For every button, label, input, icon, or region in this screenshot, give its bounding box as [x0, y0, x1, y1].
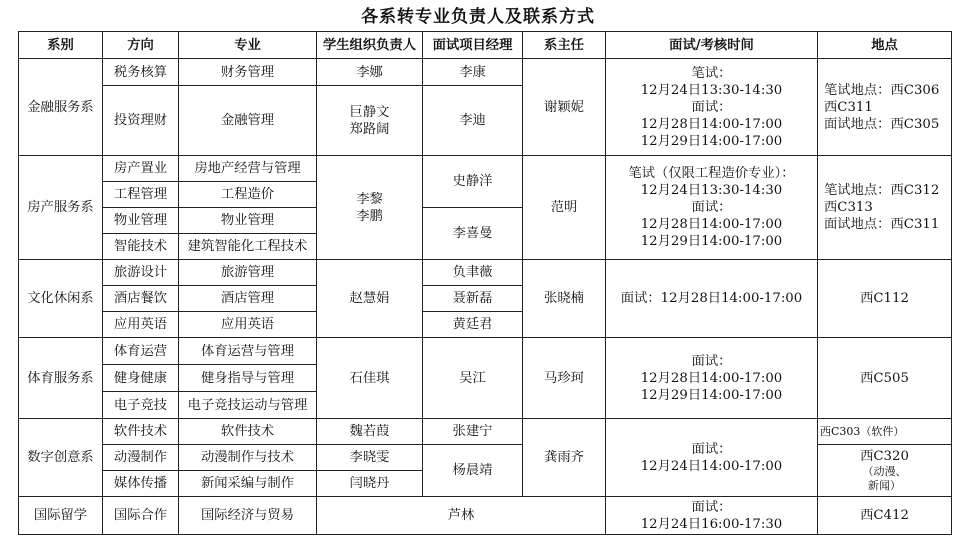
table-row — [19, 59, 952, 86]
header-student-lead: 学生组织负责人 — [317, 32, 423, 59]
direction-cell: 工程管理 — [103, 182, 179, 208]
student-lead-cell: 赵慧娟 — [317, 260, 423, 338]
direction-cell: 应用英语 — [103, 312, 179, 338]
major-cell: 动漫制作与技术 — [179, 445, 317, 471]
table-row — [19, 419, 952, 445]
location-cell: 西C412 — [818, 497, 952, 535]
dept-cell: 房产服务系 — [19, 156, 103, 260]
direction-cell: 国际合作 — [103, 497, 179, 535]
dept-cell: 体育服务系 — [19, 338, 103, 419]
time-cell: 笔试（仅限工程造价专业）： 12月24日13:30-14:30 面试： 12月28日14:00-17:00 12月29日14:00-17:00 — [606, 156, 818, 260]
student-lead-cell: 魏若葭 — [317, 419, 423, 445]
major-cell: 电子竞技运动与管理 — [179, 392, 317, 419]
table-row — [19, 156, 952, 182]
contact-table — [18, 31, 952, 535]
dept-head-cell: 张晓楠 — [523, 260, 606, 338]
header-dept: 系别 — [19, 32, 103, 59]
pm-cell: 李喜曼 — [423, 208, 523, 260]
pm-cell: 李迪 — [423, 86, 523, 156]
major-cell: 建筑智能化工程技术 — [179, 234, 317, 260]
major-cell: 房地产经营与管理 — [179, 156, 317, 182]
direction-cell: 体育运营 — [103, 338, 179, 365]
header-project-manager: 面试项目经理 — [423, 32, 523, 59]
dept-cell: 国际留学 — [19, 497, 103, 535]
student-lead-cell: 巨静文 郑路阔 — [317, 86, 423, 156]
pm-cell: 张建宁 — [423, 419, 523, 445]
major-cell: 健身指导与管理 — [179, 365, 317, 392]
direction-cell: 房产置业 — [103, 156, 179, 182]
direction-cell: 投资理财 — [103, 86, 179, 156]
major-cell: 旅游管理 — [179, 260, 317, 286]
major-cell: 应用英语 — [179, 312, 317, 338]
major-cell: 财务管理 — [179, 59, 317, 86]
major-cell: 软件技术 — [179, 419, 317, 445]
time-cell: 面试： 12月28日14:00-17:00 12月29日14:00-17:00 — [606, 338, 818, 419]
pm-cell: 史静洋 — [423, 156, 523, 208]
pm-cell: 李康 — [423, 59, 523, 86]
table-row — [19, 497, 952, 535]
pm-cell: 负聿薇 — [423, 260, 523, 286]
lead-cell: 芦林 — [317, 497, 606, 535]
location-cell: 笔试地点：西C312 西C313 面试地点：西C311 — [818, 156, 952, 260]
location-cell: 西C303（软件） — [818, 419, 952, 445]
major-cell: 国际经济与贸易 — [179, 497, 317, 535]
dept-head-cell: 谢颖妮 — [523, 59, 606, 156]
pm-cell: 黄廷君 — [423, 312, 523, 338]
location-note: （动漫、 新闻） — [862, 465, 907, 492]
location-cell — [818, 445, 952, 497]
time-cell: 面试： 12月24日16:00-17:30 — [606, 497, 818, 535]
table-row — [19, 260, 952, 286]
major-cell: 物业管理 — [179, 208, 317, 234]
dept-head-cell: 范明 — [523, 156, 606, 260]
header-location: 地点 — [818, 32, 952, 59]
dept-head-cell: 马珍珂 — [523, 338, 606, 419]
student-lead-cell: 李晓雯 — [317, 445, 423, 471]
student-lead-cell: 李黎 李鹏 — [317, 156, 423, 260]
direction-cell: 物业管理 — [103, 208, 179, 234]
student-lead-cell: 闫晓丹 — [317, 471, 423, 497]
dept-cell: 文化休闲系 — [19, 260, 103, 338]
pm-cell: 杨晨靖 — [423, 445, 523, 497]
time-cell: 笔试： 12月24日13:30-14:30 面试： 12月28日14:00-17:00 12月29日14:00-17:00 — [606, 59, 818, 156]
header-direction: 方向 — [103, 32, 179, 59]
direction-cell: 税务核算 — [103, 59, 179, 86]
header-time: 面试/考核时间 — [606, 32, 818, 59]
direction-cell: 智能技术 — [103, 234, 179, 260]
location-cell: 西C112 — [818, 260, 952, 338]
direction-cell: 旅游设计 — [103, 260, 179, 286]
location-main: 西C320 — [860, 449, 909, 464]
dept-head-cell: 龚雨齐 — [523, 419, 606, 497]
location-cell: 西C505 — [818, 338, 952, 419]
major-cell: 新闻采编与制作 — [179, 471, 317, 497]
location-cell: 笔试地点：西C306 西C311 面试地点：西C305 — [818, 59, 952, 156]
pm-cell: 聂新磊 — [423, 286, 523, 312]
direction-cell: 软件技术 — [103, 419, 179, 445]
time-cell: 面试：12月28日14:00-17:00 — [606, 260, 818, 338]
time-cell: 面试： 12月24日14:00-17:00 — [606, 419, 818, 497]
direction-cell: 动漫制作 — [103, 445, 179, 471]
student-lead-cell: 石佳琪 — [317, 338, 423, 419]
direction-cell: 健身健康 — [103, 365, 179, 392]
header-row — [19, 32, 952, 59]
pm-cell: 吴江 — [423, 338, 523, 419]
direction-cell: 酒店餐饮 — [103, 286, 179, 312]
table-row — [19, 338, 952, 365]
header-dept-head: 系主任 — [523, 32, 606, 59]
dept-cell: 金融服务系 — [19, 59, 103, 156]
major-cell: 体育运营与管理 — [179, 338, 317, 365]
major-cell: 酒店管理 — [179, 286, 317, 312]
major-cell: 工程造价 — [179, 182, 317, 208]
direction-cell: 媒体传播 — [103, 471, 179, 497]
header-major: 专业 — [179, 32, 317, 59]
major-cell: 金融管理 — [179, 86, 317, 156]
student-lead-cell: 李娜 — [317, 59, 423, 86]
dept-cell: 数字创意系 — [19, 419, 103, 497]
direction-cell: 电子竞技 — [103, 392, 179, 419]
page-title: 各系转专业负责人及联系方式 — [361, 7, 595, 27]
